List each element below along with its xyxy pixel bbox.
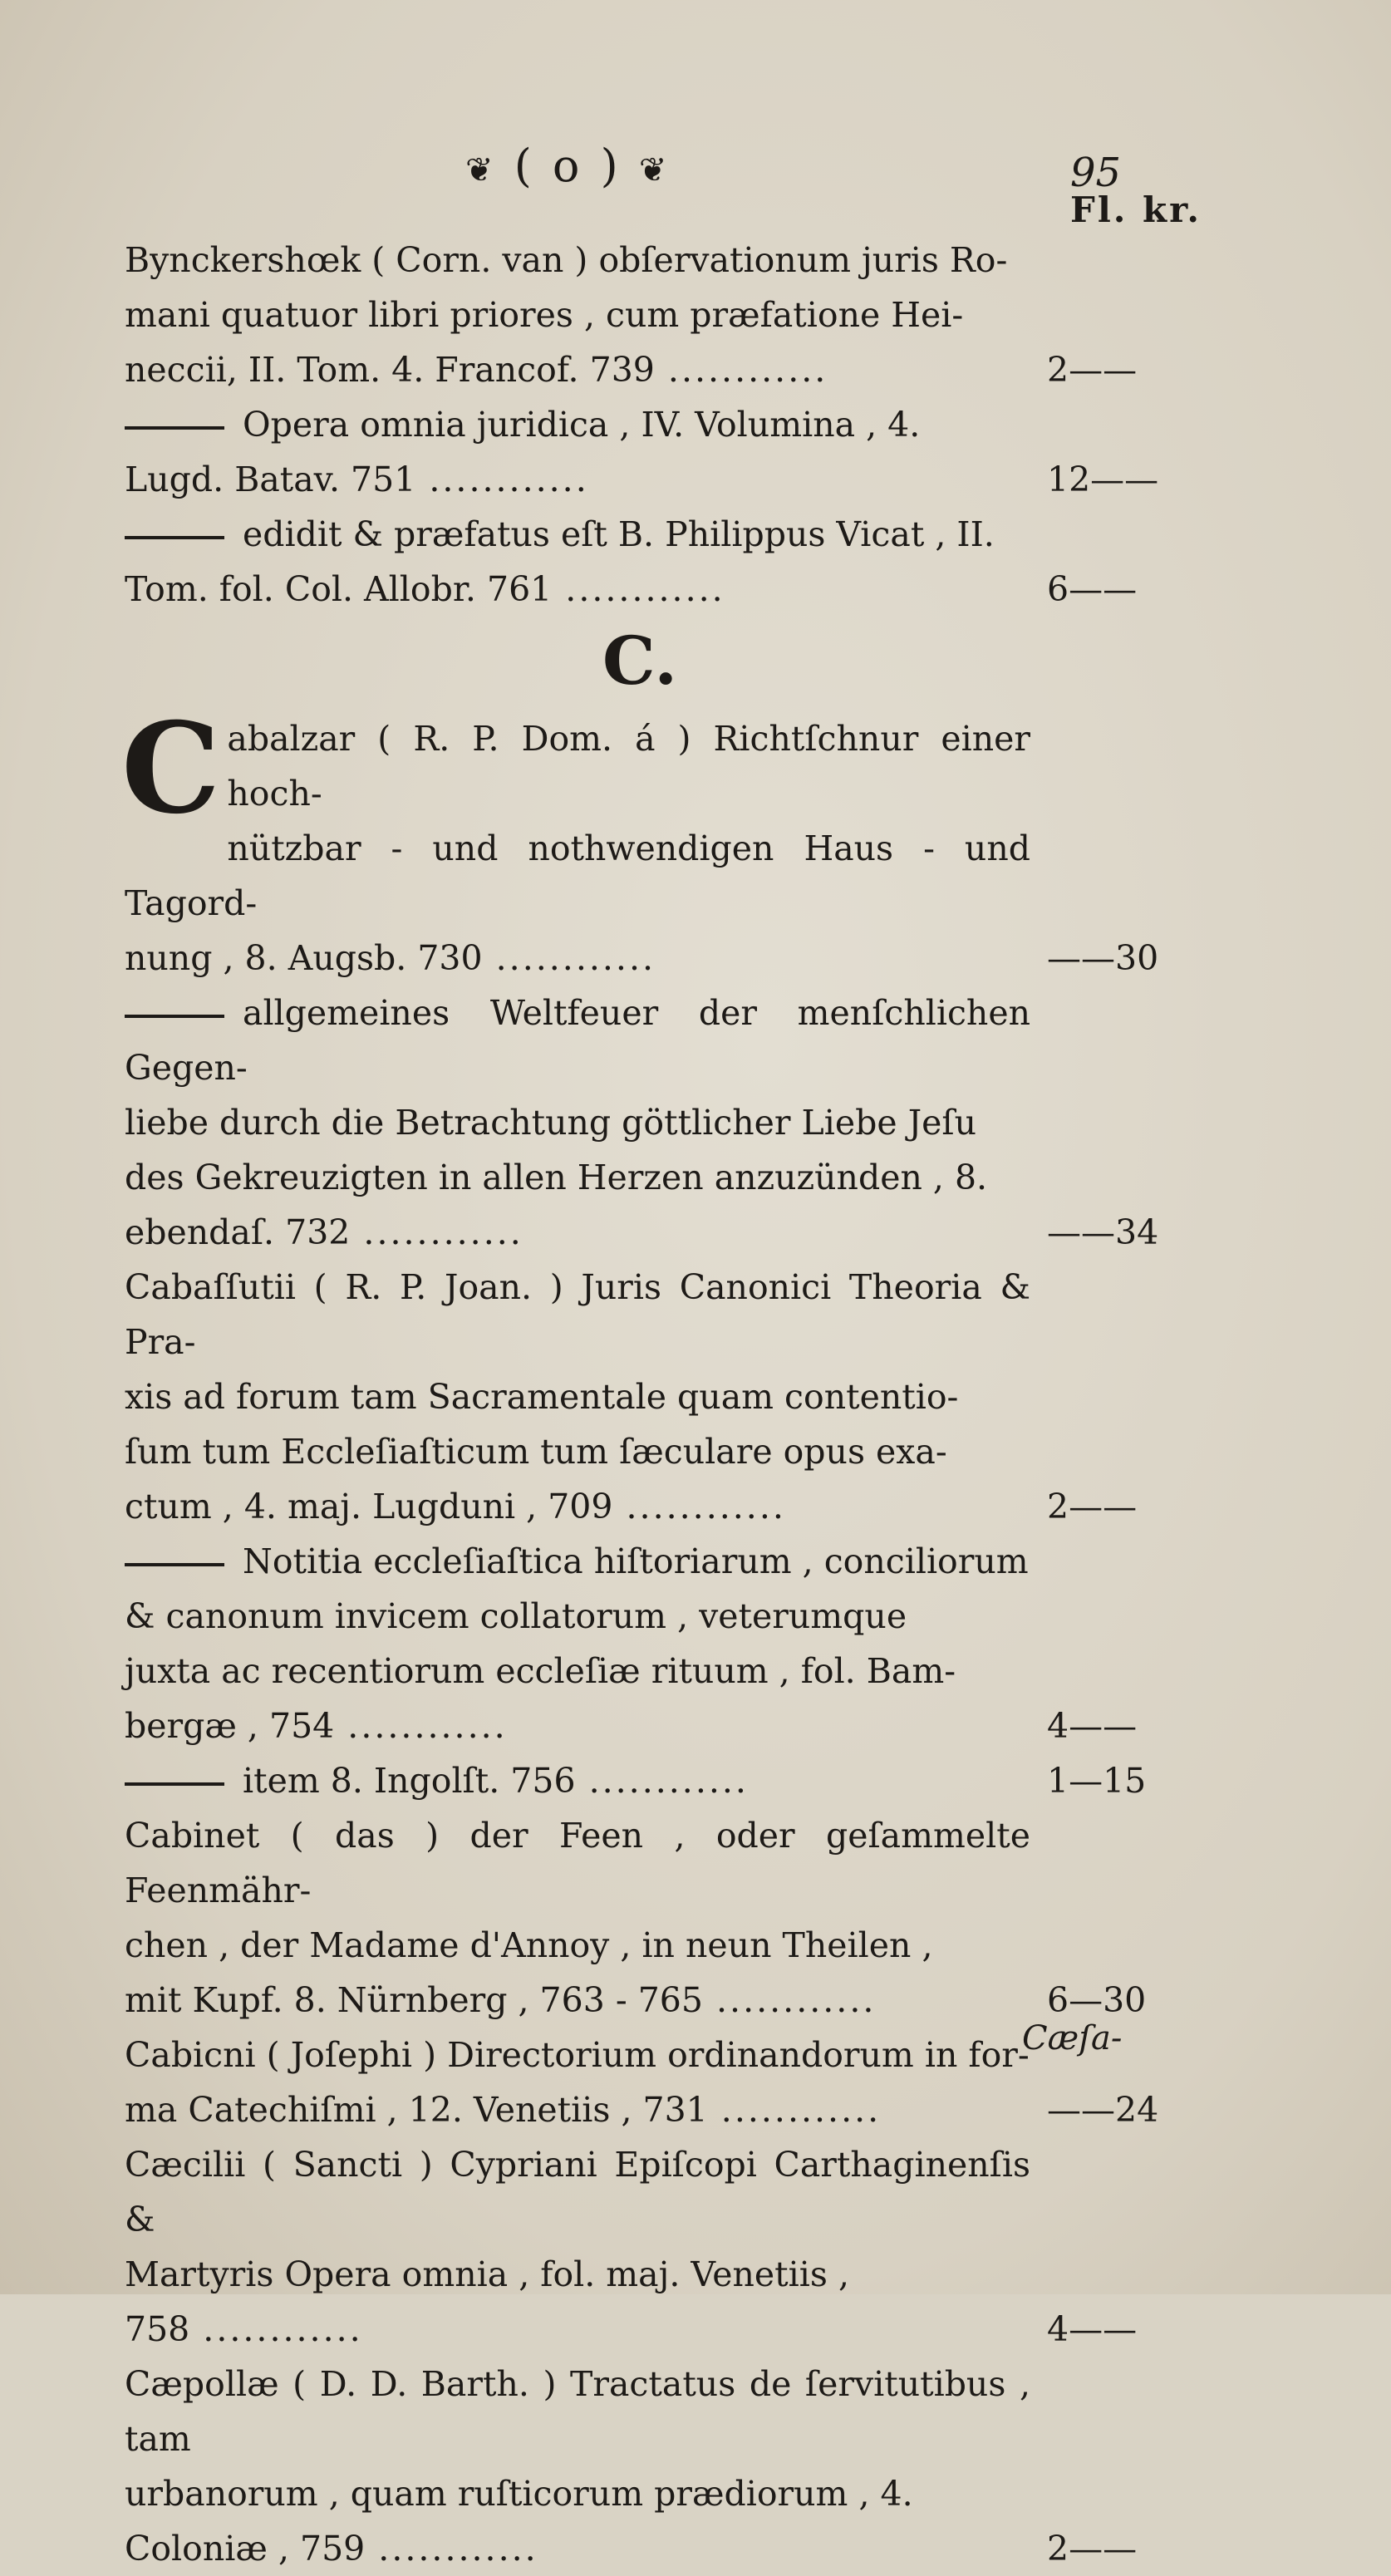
entry-line [125,233,1030,288]
entry-line-text: ctum , 4. maj. Lugduni , 709 [125,1487,613,1526]
ditto-dash [125,536,224,539]
entry-line-text: Lugd. Batav. 751 [125,460,416,499]
entry-line [125,1644,1030,1698]
entry-line-text: item 8. Ingolſt. 756 [243,1761,576,1801]
leader-dots: ............ [415,460,589,499]
entry-line-text: urbanorum , quam ruſticorum prædiorum , 4. [125,2474,913,2514]
entry-line [125,562,1030,617]
catalog-entry [125,986,1188,1260]
entry-line-text: Cabicni ( Joſephi ) Directorium ordinandorum in for- [125,2035,1030,2075]
entry-text [125,1808,1030,2028]
entry-line [125,342,1030,397]
entry-line [125,2028,1030,2082]
entry-line-text: Coloniæ , 759 [125,2529,366,2569]
entry-line-text: ebendaſ. 732 [125,1212,351,1252]
entry-line [125,2137,1030,2247]
entry-line-text: neccii, II. Tom. 4. Francof. 739 [125,350,655,390]
entry-line-text: & canonum invicem collatorum , veterumque [125,1596,907,1636]
entry-line [125,1808,1030,1918]
entry-line [125,1479,1030,1534]
catchword: Cæſa- [1022,2019,1123,2057]
ornament-right-icon: ❦ [638,151,671,189]
entry-price: 1—15 [1047,1761,1147,1801]
catalog-entry [125,1753,1188,1808]
entry-line-text: Cabinet ( das ) der Feen , oder geſammelte Feenmähr- [125,1816,1030,1910]
entry-line-text: Opera omnia juridica , IV. Volumina , 4. [243,405,921,445]
entry-price: 2—— [1047,1487,1138,1526]
entry-line [125,1973,1030,2028]
entry-line [125,1369,1030,1424]
entry-line-text: Cæpollæ ( D. D. Barth. ) Tractatus de ſervitutibus , tam [125,2364,1030,2459]
catalog-entry [125,1534,1188,1753]
entry-text [125,2028,1030,2137]
entry-line [125,1424,1030,1479]
entry-text [125,2137,1030,2357]
leader-dots: ............ [654,350,828,390]
catalog-entry [125,1260,1188,1534]
entry-line [125,2302,1030,2357]
catalog-entry [125,233,1188,397]
entry-price: 6—30 [1047,1980,1147,2020]
catalog-entry [121,696,1188,986]
entry-line [125,1753,1030,1808]
entry-line [125,1698,1030,1753]
leader-dots: ............ [612,1487,786,1526]
entry-line-text: juxta ac recentiorum eccleſiæ rituum , fol. Bam- [125,1651,956,1691]
entry-line-text: Bynckershœk ( Corn. van ) obſervationum juris Ro- [125,240,1008,280]
entry-line [125,2521,1030,2576]
leader-dots: ............ [552,569,725,609]
drop-cap: C [121,696,221,842]
entry-line-text: des Gekreuzigten in allen Herzen anzuzünden , 8. [125,1158,988,1197]
entry-price: 6—— [1047,569,1138,609]
ditto-dash [125,1563,224,1566]
catalog-entry [125,397,1188,507]
entry-text [125,1534,1030,1753]
entry-line [125,288,1030,342]
entry-line-text: nung , 8. Augsb. 730 [125,938,483,978]
catalog-entry [125,2357,1188,2576]
entry-text [125,986,1030,1260]
entry-text [125,2357,1030,2576]
leader-dots: ............ [350,1212,523,1252]
entry-line [125,452,1030,507]
leader-dots: ............ [702,1980,877,2020]
entry-price: ——34 [1047,1212,1159,1252]
entry-line-text: Cabaſſutii ( R. P. Joan. ) Juris Canonici Theoria & Pra- [125,1267,1030,1362]
entry-line-text: edidit & præfatus eſt B. Philippus Vicat , II. [243,514,995,554]
catalog-entry [125,1808,1188,2028]
entry-line-text: liebe durch die Betrachtung göttlicher Liebe Jeſu [125,1103,976,1143]
entry-text [121,696,1030,986]
entry-line [125,2466,1030,2521]
entry-price: 4—— [1047,1706,1138,1746]
entry-line [125,1534,1030,1589]
entry-line-text: abalzar ( R. P. Dom. á ) Richtſchnur einer hoch- [227,719,1030,814]
entry-line [125,1589,1030,1644]
entry-line-text: xis ad forum tam Sacramentale quam contentio- [125,1377,959,1417]
ditto-dash [125,426,224,430]
ditto-dash [125,1782,224,1786]
entry-text [125,233,1030,397]
leader-dots: ............ [334,1706,508,1746]
entry-line [125,397,1030,452]
ditto-dash [125,1015,224,1018]
leader-dots: ............ [575,1761,749,1801]
entry-line [125,2247,1030,2302]
entry-line [125,2082,1030,2137]
section-letter: C. [602,622,678,700]
entry-line-text: chen , der Madame d'Annoy , in neun Theilen , [125,1925,933,1965]
entry-line [125,1150,1030,1205]
entry-line-text: Notitia eccleſiaſtica hiſtoriarum , conciliorum [243,1541,1029,1581]
catalog-entry [125,2137,1188,2357]
entry-line-text: Tom. fol. Col. Allobr. 761 [125,569,553,609]
entry-price: 4—— [1047,2309,1138,2349]
entry-line [125,821,1030,931]
entry-line [125,986,1030,1095]
entry-price: 2—— [1047,350,1138,390]
entry-text [125,507,1030,617]
entry-price: 12—— [1047,460,1159,499]
entry-price: 2—— [1047,2529,1138,2569]
entry-line [125,2357,1030,2466]
leader-dots: ............ [189,2309,363,2349]
entry-line-text: ma Catechiſmi , 12. Venetiis , 731 [125,2090,708,2130]
page-header [465,140,670,192]
entry-line-text: mani quatuor libri priores , cum præfatione Hei- [125,295,964,335]
leader-dots: ............ [482,938,656,978]
entry-text [125,397,1030,507]
entry-line [125,507,1030,562]
entry-line [125,1205,1030,1260]
entry-line-text: 758 [125,2309,190,2349]
entry-price: ——30 [1047,938,1159,978]
entry-line-text: allgemeines Weltfeuer der menſchlichen Gegen- [125,993,1030,1088]
leader-dots: ............ [707,2090,882,2130]
leader-dots: ............ [365,2529,538,2569]
entry-line-text: Cæcilii ( Sancti ) Cypriani Epiſcopi Carthaginenſis & [125,2145,1030,2239]
entry-line-text: nützbar - und nothwendigen Haus - und Tagord- [125,828,1030,923]
entry-line-text: mit Kupf. 8. Nürnberg , 763 - 765 [125,1980,703,2020]
entry-line [125,1918,1030,1973]
entry-line [125,711,1030,821]
ornament-left-icon: ❦ [465,151,497,189]
column-headers: Fl. kr. [1070,189,1202,230]
header-title: ( o ) [514,140,622,192]
catalog-entry [125,507,1188,617]
entry-line-text: bergæ , 754 [125,1706,335,1746]
entry-text [125,1753,1030,1808]
entry-line [125,931,1030,986]
entry-line [125,1260,1030,1369]
entry-line [125,1095,1030,1150]
entry-line-text: Martyris Opera omnia , fol. maj. Venetiis , [125,2254,849,2294]
catalog-entries [121,233,1188,2576]
entry-text [125,1260,1030,1534]
page-number: 95 [1070,150,1122,196]
entry-price: ——24 [1047,2090,1159,2130]
entry-line-text: ſum tum Eccleſiaſticum tum ſæculare opus exa- [125,1432,947,1472]
